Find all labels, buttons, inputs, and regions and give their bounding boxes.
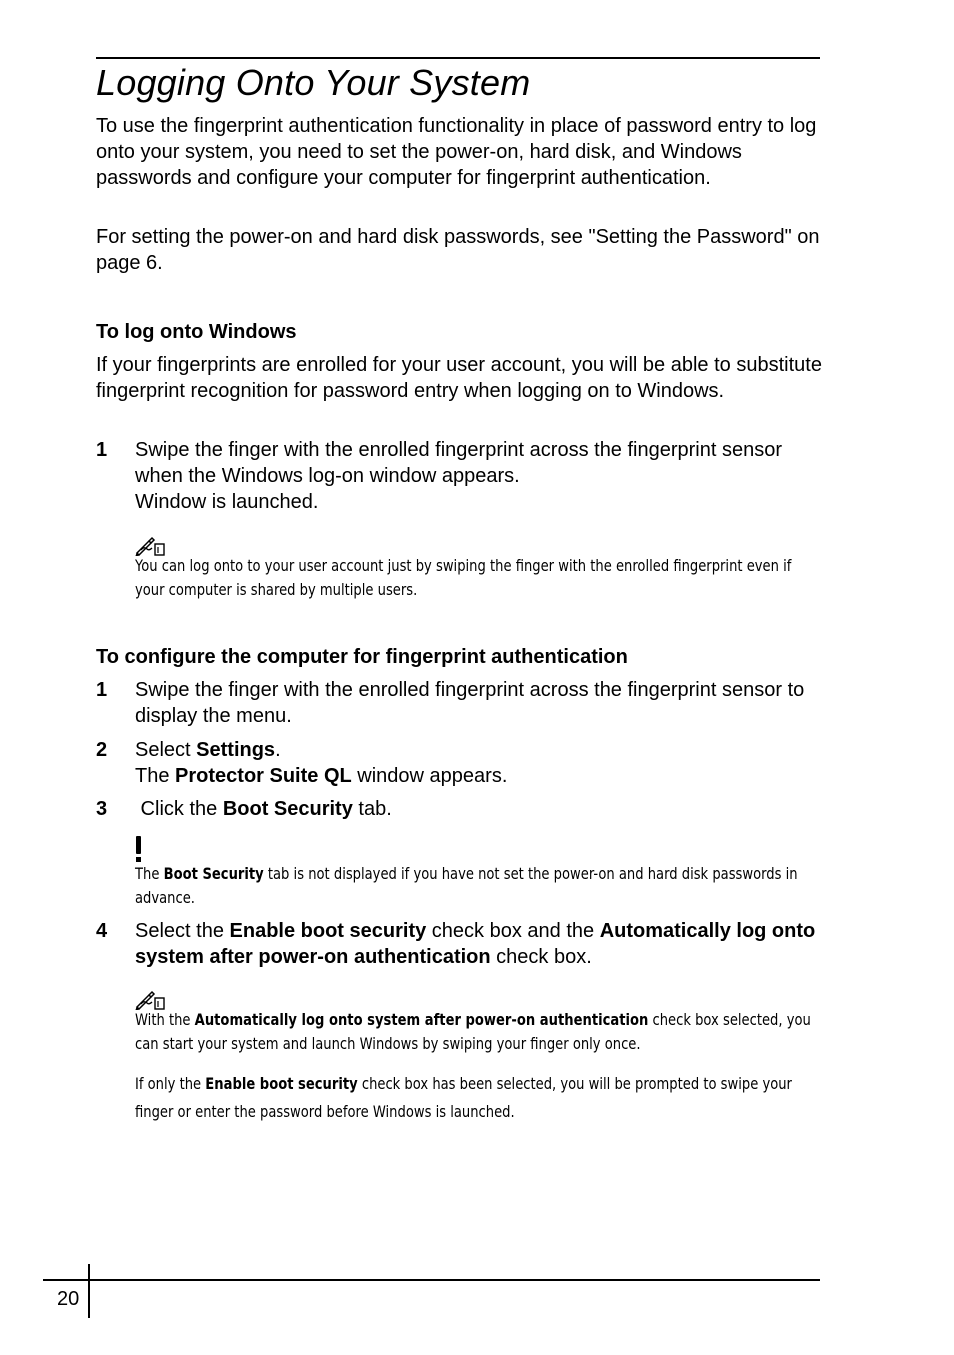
enable-boot-security-label: Enable boot security xyxy=(205,1074,358,1093)
step-content xyxy=(135,737,825,789)
text-run: check box and the xyxy=(426,920,600,942)
text-run: window appears. xyxy=(351,765,508,787)
section-heading-configure: To configure the computer for fingerprint authentication xyxy=(96,646,628,668)
section1-paragraph: If your fingerprints are enrolled for your user account, you will be able to substitute fingerprint recognition for password entry when logging on to Windows. xyxy=(96,354,822,402)
top-rule xyxy=(96,57,820,59)
text-run: check box. xyxy=(490,946,592,968)
step-content xyxy=(135,437,825,515)
section-heading-log-onto-windows: To log onto Windows xyxy=(96,321,297,343)
bottom-rule xyxy=(43,1279,820,1281)
note-text xyxy=(135,1070,824,1126)
step-text xyxy=(135,737,825,763)
text-run: Click the xyxy=(135,798,223,820)
settings-label: Settings xyxy=(196,739,276,761)
text-run: The xyxy=(135,765,176,787)
step-text xyxy=(135,796,825,822)
pencil-note-icon xyxy=(135,536,167,556)
step-number: 1 xyxy=(96,679,108,701)
boot-security-label: Boot Security xyxy=(222,798,353,820)
note-text: You can log onto to your user account just by swiping the finger with the enrolled fingerprint even if your computer is shared by multiple users. xyxy=(135,556,792,599)
step-result: Window is launched. xyxy=(135,491,319,513)
intro-paragraph-2: For setting the power-on and hard disk passwords, see "Setting the Password" on page 6. xyxy=(96,226,820,274)
text-run: Select xyxy=(135,739,197,761)
page-number: 20 xyxy=(57,1288,80,1310)
step-text: Swipe the finger with the enrolled fingerprint across the fingerprint sensor to display the menu. xyxy=(135,679,805,727)
auto-log-label: Automatically log onto system after power-on authentication xyxy=(135,920,816,968)
text-run: check box has been selected, you will be prompted to swipe your finger or enter the password before Windows is launched. xyxy=(135,1074,792,1121)
note-text xyxy=(135,1008,824,1056)
pencil-note-icon xyxy=(135,990,167,1010)
text-run: If only the xyxy=(135,1074,206,1093)
boot-security-label: Boot Security xyxy=(163,864,264,883)
warning-text xyxy=(135,862,824,910)
enable-boot-security-label: Enable boot security xyxy=(229,920,427,942)
exclamation-icon xyxy=(135,836,143,864)
step-number: 4 xyxy=(96,920,108,942)
text-run: . xyxy=(275,739,281,761)
text-run: tab. xyxy=(352,798,392,820)
text-run: The xyxy=(135,864,164,883)
step-number: 3 xyxy=(96,798,108,820)
note-auto-log xyxy=(135,1008,825,1056)
page-number-divider xyxy=(88,1264,90,1318)
intro-paragraph-1: To use the fingerprint authentication functionality in place of password entry to log onto your system, you need to set the power-on, hard disk, and Windows passwords and configure your computer for fingerprint authentication. xyxy=(96,115,817,189)
text-run: tab is not displayed if you have not set the power-on and hard disk passwords in advance. xyxy=(135,864,798,907)
text-run: check box selected, you can start your system and launch Windows by swiping your finger only once. xyxy=(135,1010,811,1053)
auto-log-label: Automatically log onto system after power-on authentication xyxy=(194,1010,649,1029)
warning-boot-security xyxy=(135,862,825,910)
text-run: Select the xyxy=(135,920,230,942)
step-text xyxy=(135,918,825,970)
step-result xyxy=(135,763,825,789)
page-title: Logging Onto Your System xyxy=(96,62,531,103)
note-shared-computer xyxy=(135,554,825,602)
step-number: 1 xyxy=(96,439,108,461)
protector-suite-label: Protector Suite QL xyxy=(175,765,352,787)
text-run: With the xyxy=(135,1010,195,1029)
step-number: 2 xyxy=(96,739,108,761)
step-text: Swipe the finger with the enrolled fingerprint across the fingerprint sensor when the Windows log-on window appears. xyxy=(135,439,783,487)
note-enable-boot-security xyxy=(135,1070,825,1126)
